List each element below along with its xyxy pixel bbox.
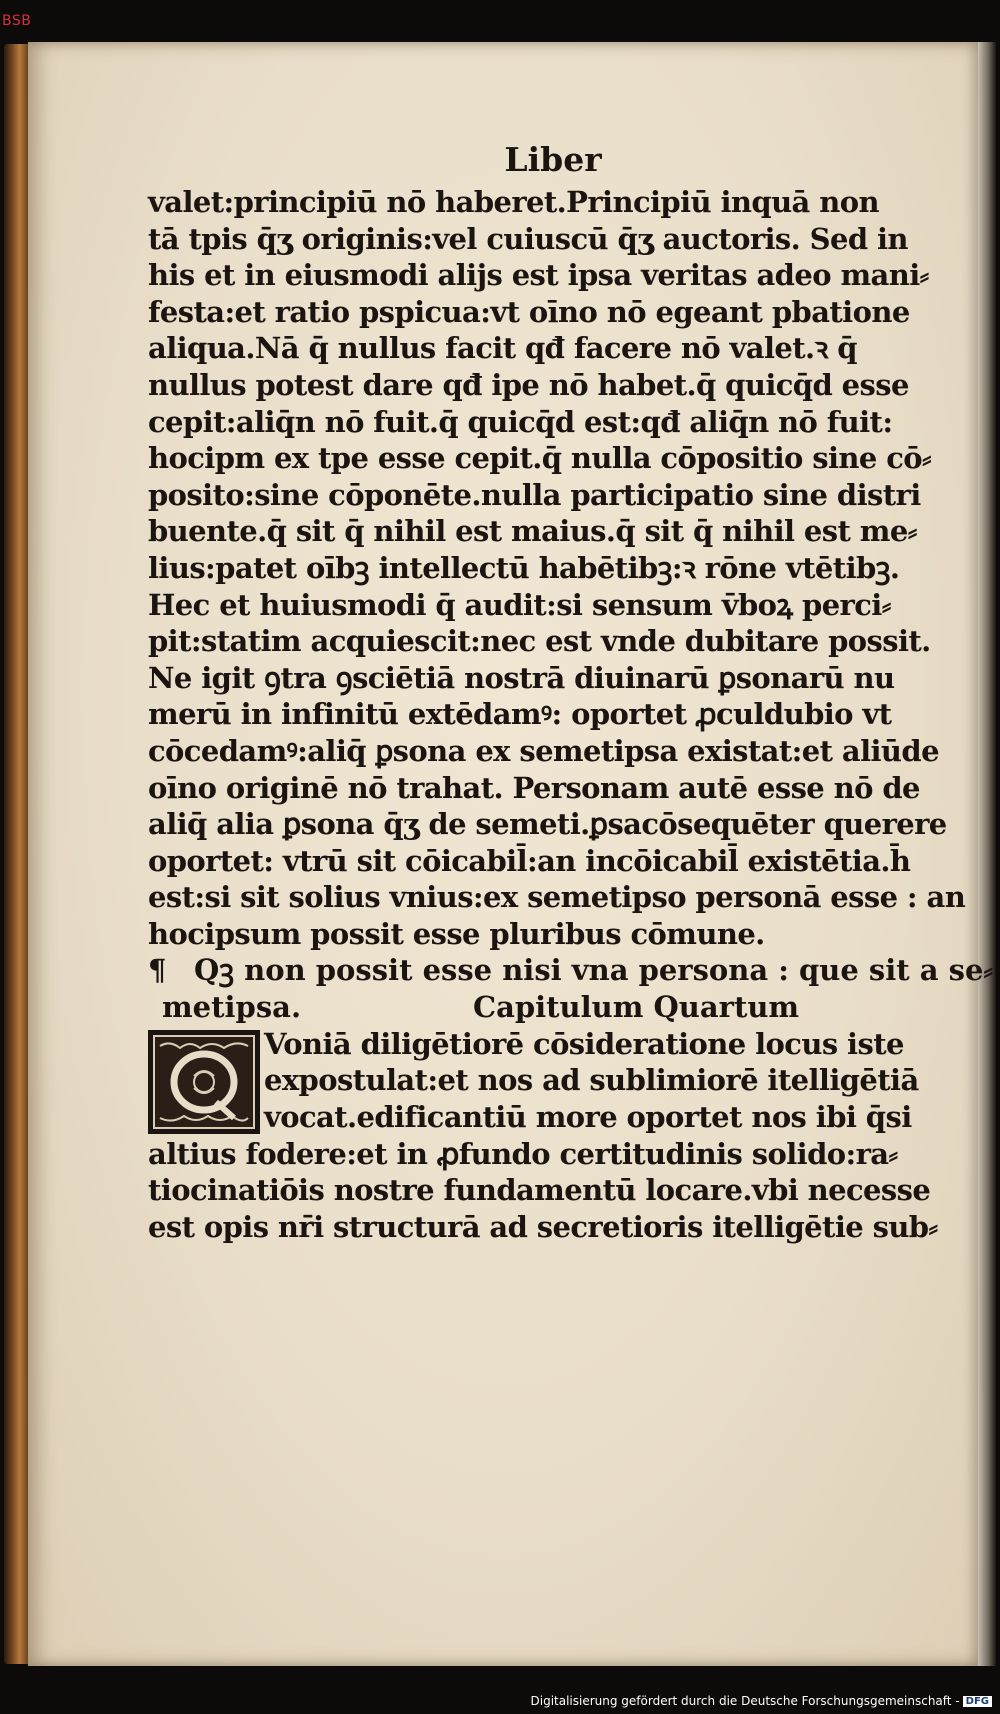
text-line: buente.q̄ sit q̄ nihil est maius.q̄ sit q̄ nihil est me⸗ xyxy=(148,514,917,549)
text-line: aliq̄ alia ꝑsona q̄ʒ de semeti.ꝑsacōsequēter querere xyxy=(148,807,947,842)
text-line: hocipm ex tpe esse cepit.q̄ nulla cōpositio sine cō⸗ xyxy=(148,441,932,476)
text-line: vocat.edificantiū more oportet nos ibi q̄si xyxy=(264,1099,912,1134)
chapter-heading-line-2 xyxy=(148,989,948,1026)
text-line: oīno originē nō trahat. Personam autē esse nō de xyxy=(148,770,920,805)
text-line: cōcedamꝰ:aliq̄ ꝑsona ex semetipsa existat:et aliūde xyxy=(148,733,939,768)
ornament-initial-icon xyxy=(150,1032,258,1132)
lines-beside-initial xyxy=(264,1026,954,1136)
decorated-initial xyxy=(148,1030,260,1134)
book-page xyxy=(28,42,994,1666)
text-line: aliqua.Nā q̄ nullus facit qđ facere nō valet.ꝛ q̄ xyxy=(148,331,857,366)
chapter-heading-text: Qꝫ non possit esse nisi vna persona : que sit a se⸗ xyxy=(194,953,994,988)
text-line: tiocinatiōis nostre fundamentū locare.vbi necesse xyxy=(148,1173,931,1208)
chapter-heading-continuation: metipsa. xyxy=(162,990,302,1025)
text-line: nullus potest dare qđ ipe nō habet.q̄ quicq̄d esse xyxy=(148,367,909,402)
funding-credit-text: Digitalisierung gefördert durch die Deutsche Forschungsgemeinschaft - xyxy=(530,1694,960,1708)
text-line: his et in eiusmodi alijs est ipsa veritas adeo mani⸗ xyxy=(148,258,929,293)
text-line: altius fodere:et in ꝓfundo certitudinis solido:ra⸗ xyxy=(148,1136,898,1171)
text-line: Voniā diligētiorē cōsideratione locus iste xyxy=(264,1026,904,1061)
chapter-heading-line-1 xyxy=(148,952,994,989)
text-line: posito:sine cōponēte.nulla participatio sine distri xyxy=(148,477,921,512)
text-line: cepit:aliq̄n nō fuit.q̄ quicq̄d est:qđ aliq̄n nō fuit: xyxy=(148,404,893,439)
paragraph-2-rest xyxy=(148,1136,948,1246)
paragraph-2-opening xyxy=(148,1026,948,1136)
text-line: Hec et huiusmodi q̄ audit:si sensum v̄boꝝ perci⸗ xyxy=(148,587,891,622)
text-line: est:si sit solius vnius:ex semetipso personā esse : an xyxy=(148,880,966,915)
text-line: valet:principiū nō haberet.Principiū inquā non xyxy=(148,185,879,219)
text-line: Ne igit ꝯtra ꝯsciētiā nostrā diuinarū ꝑsonarū nu xyxy=(148,660,895,695)
chapter-title: Capitulum Quartum xyxy=(473,990,800,1025)
page-edge xyxy=(978,42,996,1666)
text-line: est opis nr̄i structurā ad secretioris itelligētie sub⸗ xyxy=(148,1209,938,1244)
library-logo: BSB xyxy=(2,13,32,29)
funding-credit xyxy=(531,1694,993,1708)
text-line: oportet: vtrū sit cōicabil̄:an incōicabil̄ existētia.h̄ xyxy=(148,843,911,878)
pilcrow-mark: ¶ xyxy=(148,953,167,988)
dfg-logo: DFG xyxy=(963,1696,992,1707)
text-line: lius:patet oībꝫ intellectū habētibꝫ:ꝛ rōne vtētibꝫ. xyxy=(148,550,900,585)
paragraph-1 xyxy=(148,184,966,952)
text-line: tā tpis q̄ʒ originis:vel cuiuscū q̄ʒ auctoris. Sed in xyxy=(148,221,908,256)
text-line: pit:statim acquiescit:nec est vnde dubitare possit. xyxy=(148,624,931,659)
text-line: hocipsum possit esse pluribus cōmune. xyxy=(148,916,765,951)
book-spine xyxy=(4,44,30,1664)
text-line: festa:et ratio pspicua:vt oīno nō egeant pbatione xyxy=(148,294,910,329)
running-head: Liber xyxy=(504,140,602,179)
text-line: expostulat:et nos ad sublimiorē itelligētiā xyxy=(264,1063,919,1098)
text-block xyxy=(148,140,994,1245)
text-line: merū in infinitū extēdamꝰ: oportet ꝓculdubio vt xyxy=(148,697,892,732)
